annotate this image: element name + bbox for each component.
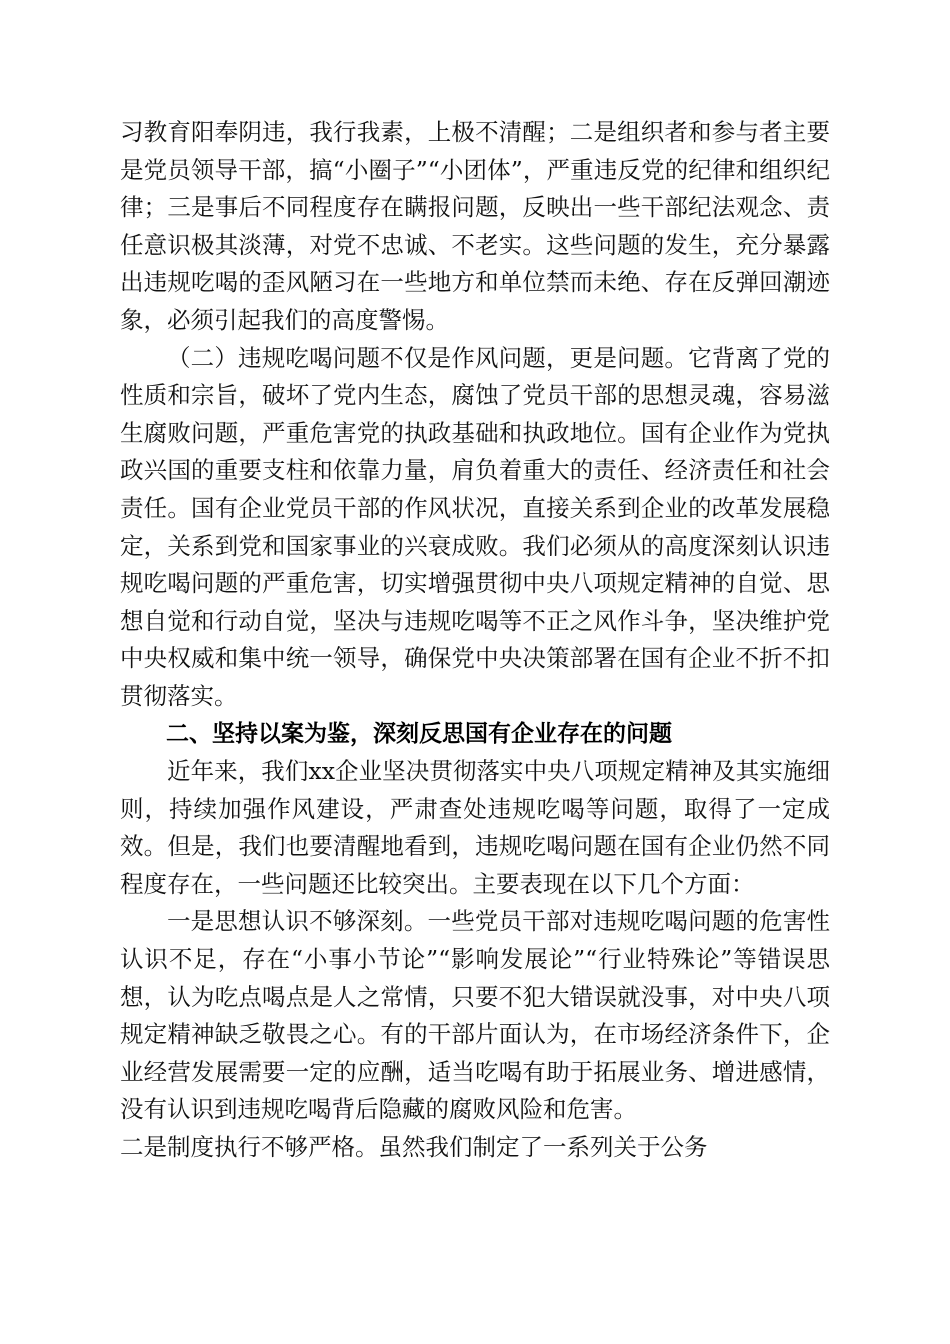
- body-paragraph-1: 习教育阳奉阴违，我行我素，上极不清醒；二是组织者和参与者主要是党员领导干部，搞“小圈子”“小团体”，严重违反党的纪律和组织纪律；三是事后不同程度存在瞒报问题，反映出一些干部纪法观念、责任意识极其淡薄，对党不忠诚、不老实。这些问题的发生，充分暴露出违规吃喝的歪风陋习在一些地方和单位禁而未绝、存在反弹回潮迹象，必须引起我们的高度警惕。: [120, 118, 830, 334]
- document-page: [120, 114, 830, 1167]
- body-paragraph-2: （二）违规吃喝问题不仅是作风问题，更是问题。它背离了党的性质和宗旨，破坏了党内生态，腐蚀了党员干部的思想灵魂，容易滋生腐败问题，严重危害党的执政基础和执政地位。国有企业作为党执政兴国的重要支柱和依靠力量，肩负着重大的责任、经济责任和社会责任。国有企业党员干部的作风状况，直接关系到企业的改革发展稳定，关系到党和国家事业的兴衰成败。我们必须从的高度深刻认识违规吃喝问题的严重危害，切实增强贯彻中央八项规定精神的自觉、思想自觉和行动自觉，坚决与违规吃喝等不正之风作斗争，坚决维护党中央权威和集中统一领导，确保党中央决策部署在国有企业不折不扣贯彻落实。: [120, 343, 830, 710]
- body-paragraph-4: 一是思想认识不够深刻。一些党员干部对违规吃喝问题的危害性认识不足，存在“小事小节论”“影响发展论”“行业特殊论”等错误思想，认为吃点喝点是人之常情，只要不犯大错误就没事，对中央八项规定精神缺乏敬畏之心。有的干部片面认为，在市场经济条件下，企业经营发展需要一定的应酬，适当吃喝有助于拓展业务、增进感情，没有认识到违规吃喝背后隐藏的腐败风险和危害。: [120, 907, 830, 1124]
- body-paragraph-3: 近年来，我们xx企业坚决贯彻落实中央八项规定精神及其实施细则，持续加强作风建设，严肃查处违规吃喝等问题，取得了一定成效。但是，我们也要清醒地看到，违规吃喝问题在国有企业仍然不同程度存在，一些问题还比较突出。主要表现在以下几个方面：: [120, 757, 830, 898]
- body-paragraph-5: 二是制度执行不够严格。虽然我们制定了一系列关于公务: [120, 1133, 708, 1162]
- section-heading: 二、坚持以案为鉴，深刻反思国有企业存在的问题: [166, 720, 672, 747]
